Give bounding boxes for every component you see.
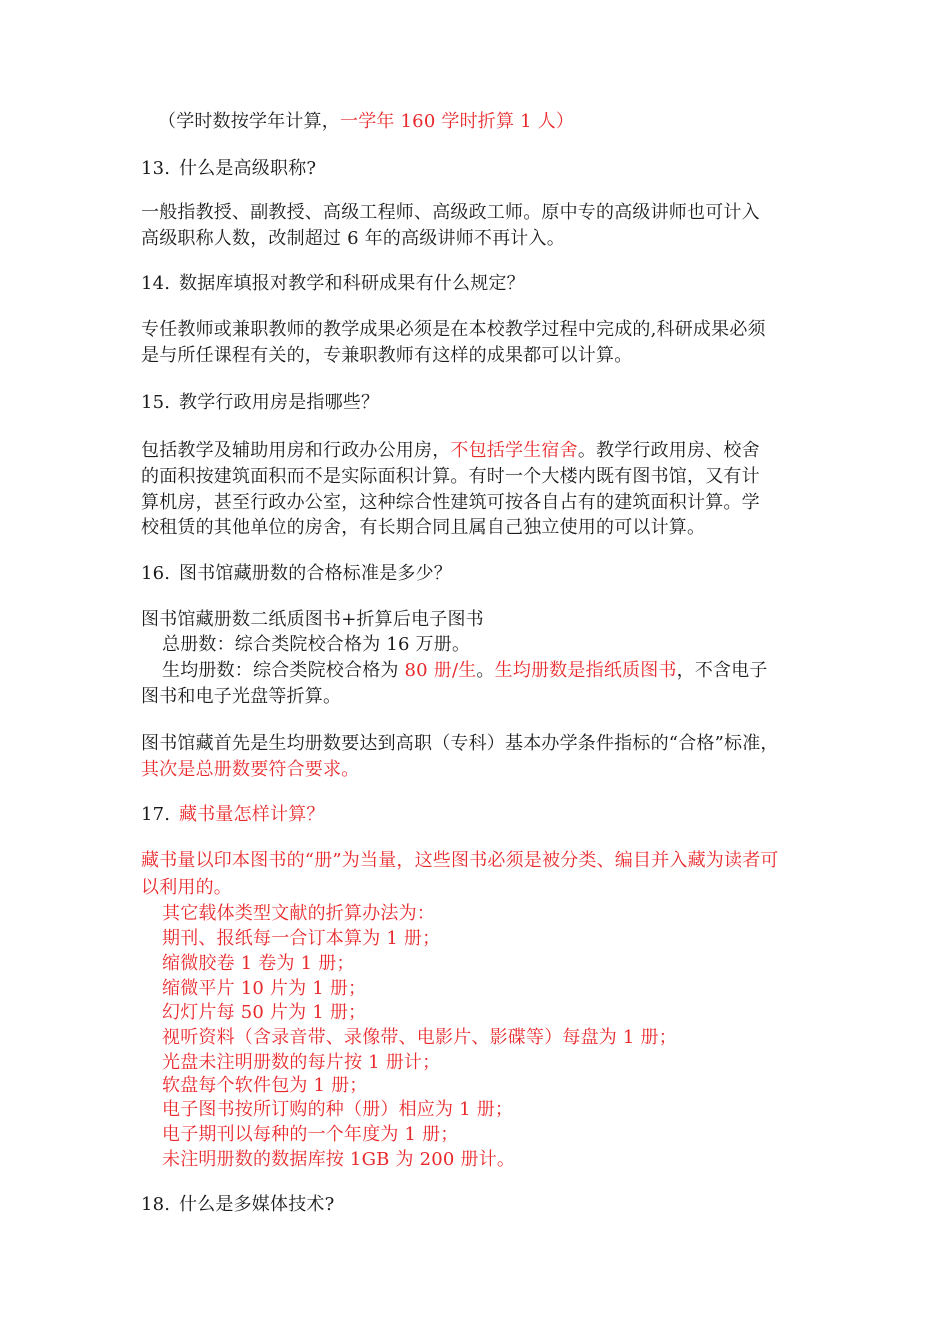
answer-16-per-student-line-2: 图书和电子光盘等折算。 bbox=[141, 686, 342, 707]
question-16 bbox=[141, 562, 452, 586]
conversion-item: 电子期刊以每种的一个年度为 1 册； bbox=[162, 1124, 459, 1145]
question-17 bbox=[141, 803, 325, 827]
answer-16-per-student bbox=[162, 659, 768, 683]
top-note bbox=[158, 110, 574, 134]
question-text: 图书馆藏册数的合格标准是多少？ bbox=[179, 563, 452, 584]
question-15 bbox=[141, 391, 379, 415]
conversion-item: 其它载体类型文献的折算办法为： bbox=[162, 903, 435, 924]
answer-16-note-line-1: 图书馆藏首先是生均册数要达到高职（专科）基本办学条件指标的“合格”标准， bbox=[141, 733, 779, 754]
answer-13-line-1: 一般指教授、副教授、高级工程师、高级政工师。原中专的高级讲师也可计入 bbox=[141, 202, 760, 223]
conversion-item: 幻灯片每 50 片为 1 册； bbox=[162, 1002, 367, 1023]
answer-text: 。教学行政用房、校舍 bbox=[577, 440, 760, 461]
top-note-highlight: 一学年 160 学时折算 1 人） bbox=[340, 111, 575, 132]
question-text: 数据库填报对教学和科研成果有什么规定？ bbox=[179, 273, 525, 294]
answer-13-line-2: 高级职称人数，改制超过 6 年的高级讲师不再计入。 bbox=[141, 228, 565, 249]
conversion-item: 光盘未注明册数的每片按 1 册计； bbox=[162, 1052, 441, 1073]
answer-16-note-line-2: 其次是总册数要符合要求。 bbox=[141, 759, 360, 780]
answer-highlight: 生均册数是指纸质图书 bbox=[494, 660, 677, 681]
question-number: 14. bbox=[141, 273, 171, 294]
answer-14-line-1: 专任教师或兼职教师的教学成果必须是在本校教学过程中完成的,科研成果必须 bbox=[141, 319, 766, 340]
answer-text: 生均册数：综合类院校合格为 bbox=[162, 660, 405, 681]
top-note-text: （学时数按学年计算， bbox=[158, 111, 340, 132]
answer-highlight: 80 册/生 bbox=[404, 660, 477, 681]
answer-text: 包括教学及辅助用房和行政办公用房， bbox=[141, 440, 451, 461]
question-14 bbox=[141, 272, 525, 296]
question-number: 17. bbox=[141, 804, 171, 825]
answer-17-def-line-2: 以利用的。 bbox=[141, 877, 232, 898]
answer-15-line-2: 的面积按建筑面积而不是实际面积计算。有时一个大楼内既有图书馆，又有计 bbox=[141, 466, 760, 487]
answer-15-line-1 bbox=[141, 439, 760, 463]
conversion-item: 缩微平片 10 片为 1 册； bbox=[162, 978, 367, 999]
answer-15-line-3: 算机房，甚至行政办公室，这种综合性建筑可按各自占有的建筑面积计算。学 bbox=[141, 492, 760, 513]
conversion-item: 缩微胶卷 1 卷为 1 册； bbox=[162, 953, 355, 974]
conversion-item: 软盘每个软件包为 1 册； bbox=[162, 1075, 368, 1096]
answer-14-line-2: 是与所任课程有关的，专兼职教师有这样的成果都可以计算。 bbox=[141, 345, 633, 366]
conversion-item: 电子图书按所订购的种（册）相应为 1 册； bbox=[162, 1099, 514, 1120]
question-text: 什么是高级职称? bbox=[179, 158, 317, 179]
question-text: 藏书量怎样计算？ bbox=[179, 804, 325, 825]
conversion-item: 未注明册数的数据库按 1GB 为 200 册计。 bbox=[162, 1149, 516, 1170]
question-number: 18. bbox=[141, 1194, 171, 1215]
question-number: 15. bbox=[141, 392, 171, 413]
question-text: 什么是多媒体技术? bbox=[179, 1194, 335, 1215]
question-number: 13. bbox=[141, 158, 171, 179]
answer-text: ，不含电子 bbox=[676, 660, 768, 681]
answer-15-line-4: 校租赁的其他单位的房舍，有长期合同且属自己独立使用的可以计算。 bbox=[141, 517, 706, 538]
question-13 bbox=[141, 157, 316, 181]
answer-text: 。 bbox=[476, 660, 495, 681]
answer-16-total: 总册数：综合类院校合格为 16 万册。 bbox=[162, 634, 471, 655]
answer-highlight: 不包括学生宿舍 bbox=[450, 440, 578, 461]
answer-16-formula: 图书馆藏册数二纸质图书+折算后电子图书 bbox=[141, 609, 484, 630]
answer-17-def-line-1: 藏书量以印本图书的“册”为当量，这些图书必须是被分类、编目并入藏为读者可 bbox=[141, 850, 779, 871]
question-18 bbox=[141, 1193, 334, 1217]
question-text: 教学行政用房是指哪些？ bbox=[179, 392, 380, 413]
question-number: 16. bbox=[141, 563, 171, 584]
conversion-item: 期刊、报纸每一合订本算为 1 册； bbox=[162, 928, 441, 949]
conversion-item: 视听资料（含录音带、录像带、电影片、影碟等）每盘为 1 册； bbox=[162, 1027, 677, 1048]
